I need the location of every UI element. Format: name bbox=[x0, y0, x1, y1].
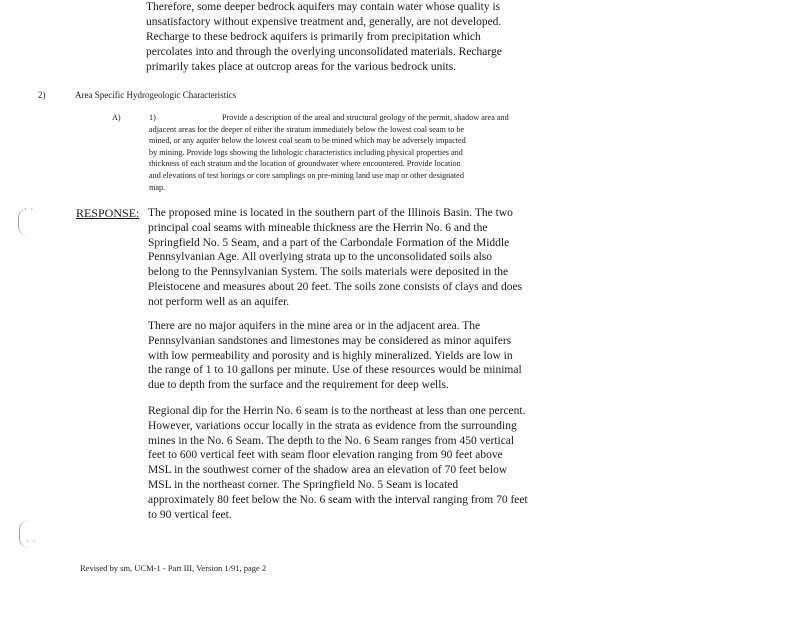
text-line: map. bbox=[149, 182, 166, 192]
text-line: by mining. Provide logs showing the lithologic characteristics including physical properties and bbox=[149, 147, 463, 157]
text-line: Recharge to these bedrock aquifers is primarily from precipitation which bbox=[146, 31, 481, 43]
text-line: MSL in the southwest corner of the shadow area an elevation of 70 feet below bbox=[148, 464, 508, 477]
text-line: feet to 600 vertical feet with seam floor elevation ranging from 90 feet above bbox=[148, 449, 503, 462]
text-line: There are no major aquifers in the mine area or in the adjacent area. The bbox=[148, 320, 481, 332]
text-line: The proposed mine is located in the southern part of the Illinois Basin. The two bbox=[148, 207, 513, 219]
text-line: unsatisfactory without expensive treatment and, generally, are not developed. bbox=[146, 16, 502, 28]
text-line: approximately 80 feet below the No. 6 seam with the interval ranging from 70 feet bbox=[148, 493, 528, 506]
text-line: MSL in the northeast corner. The Springfield No. 5 Seam is located bbox=[148, 478, 459, 491]
section-title: Area Specific Hydrogeologic Characteristics bbox=[75, 90, 237, 100]
text-line: Regional dip for the Herrin No. 6 seam is to the northeast at less than one percent. bbox=[148, 405, 526, 417]
text-line: belong to the Pennsylvanian System. The soils materials were deposited in the bbox=[148, 266, 509, 279]
text-line: adjacent areas for the deeper of either the stratum immediately below the lowest coal seam to be bbox=[149, 124, 465, 134]
text-line: primarily takes place at outcrop areas for the various bedrock units. bbox=[146, 61, 457, 73]
scan-speckle: · · bbox=[24, 205, 35, 214]
text-line: thickness of each stratum and the location of groundwater where encountered. Provide location bbox=[149, 159, 461, 169]
response-paragraph-3 bbox=[148, 404, 568, 522]
section-heading bbox=[38, 89, 236, 101]
intro-paragraph bbox=[146, 0, 546, 75]
text-line: However, variations occur locally in the strata as evidence from the surrounding bbox=[148, 419, 517, 432]
section-number: 2) bbox=[38, 90, 46, 100]
text-line: Springfield No. 5 Seam, and a part of the Carbondale Formation of the Middle bbox=[148, 236, 510, 249]
subsection-number: 1) bbox=[149, 113, 156, 122]
text-line-content: Provide a description of the areal and structural geology of the permit, shadow area and bbox=[222, 113, 509, 122]
response-paragraph-1 bbox=[148, 206, 568, 310]
text-line: the range of 1 to 10 gallons per minute. Use of these resources would be minimal bbox=[148, 364, 522, 377]
text-line: Pennsylvanian Age. All overlying strata up to the unconsolidated soils also bbox=[148, 251, 492, 264]
text-line bbox=[149, 112, 549, 124]
text-line: to 90 vertical feet. bbox=[148, 508, 232, 521]
text-line: with low permeability and porosity and is highly mineralized. Yields are low in bbox=[148, 349, 513, 362]
text-line: principal coal seams with mineable thickness are the Herrin No. 6 and the bbox=[148, 221, 488, 234]
text-line: Therefore, some deeper bedrock aquifers may contain water whose quality is bbox=[146, 1, 501, 13]
response-label: RESPONSE: bbox=[76, 206, 140, 220]
text-line: mines in the No. 6 Seam. The depth to the No. 6 Seam ranges from 450 vertical bbox=[148, 434, 515, 447]
text-line: Pleistocene and measures about 20 feet. The soils zone consists of clays and does bbox=[148, 280, 523, 293]
subsection-body bbox=[149, 112, 549, 193]
scan-speckle: · · bbox=[26, 537, 37, 546]
response-paragraph-2 bbox=[148, 319, 568, 393]
page-footer: Revised by sm, UCM-1 - Part III, Version 1/91, page 2 bbox=[80, 563, 267, 573]
text-line: due to depth from the surface and the requirement for deep wells. bbox=[148, 379, 449, 392]
subsection-letter: A) bbox=[112, 113, 121, 122]
text-line: mined, or any aquifer below the lowest coal seam to be mined which may be adversely impacted bbox=[149, 136, 466, 146]
text-line: and elevations of test borings or core samplings on pre-mining land use map or other designated bbox=[149, 170, 464, 180]
text-line: not perform well as an aquifer. bbox=[148, 295, 290, 308]
text-line: Pennsylvanian sandstones and limestones may be considered as minor aquifers bbox=[148, 334, 512, 347]
text-line: percolates into and through the overlying unconsolidated materials. Recharge bbox=[146, 46, 502, 58]
